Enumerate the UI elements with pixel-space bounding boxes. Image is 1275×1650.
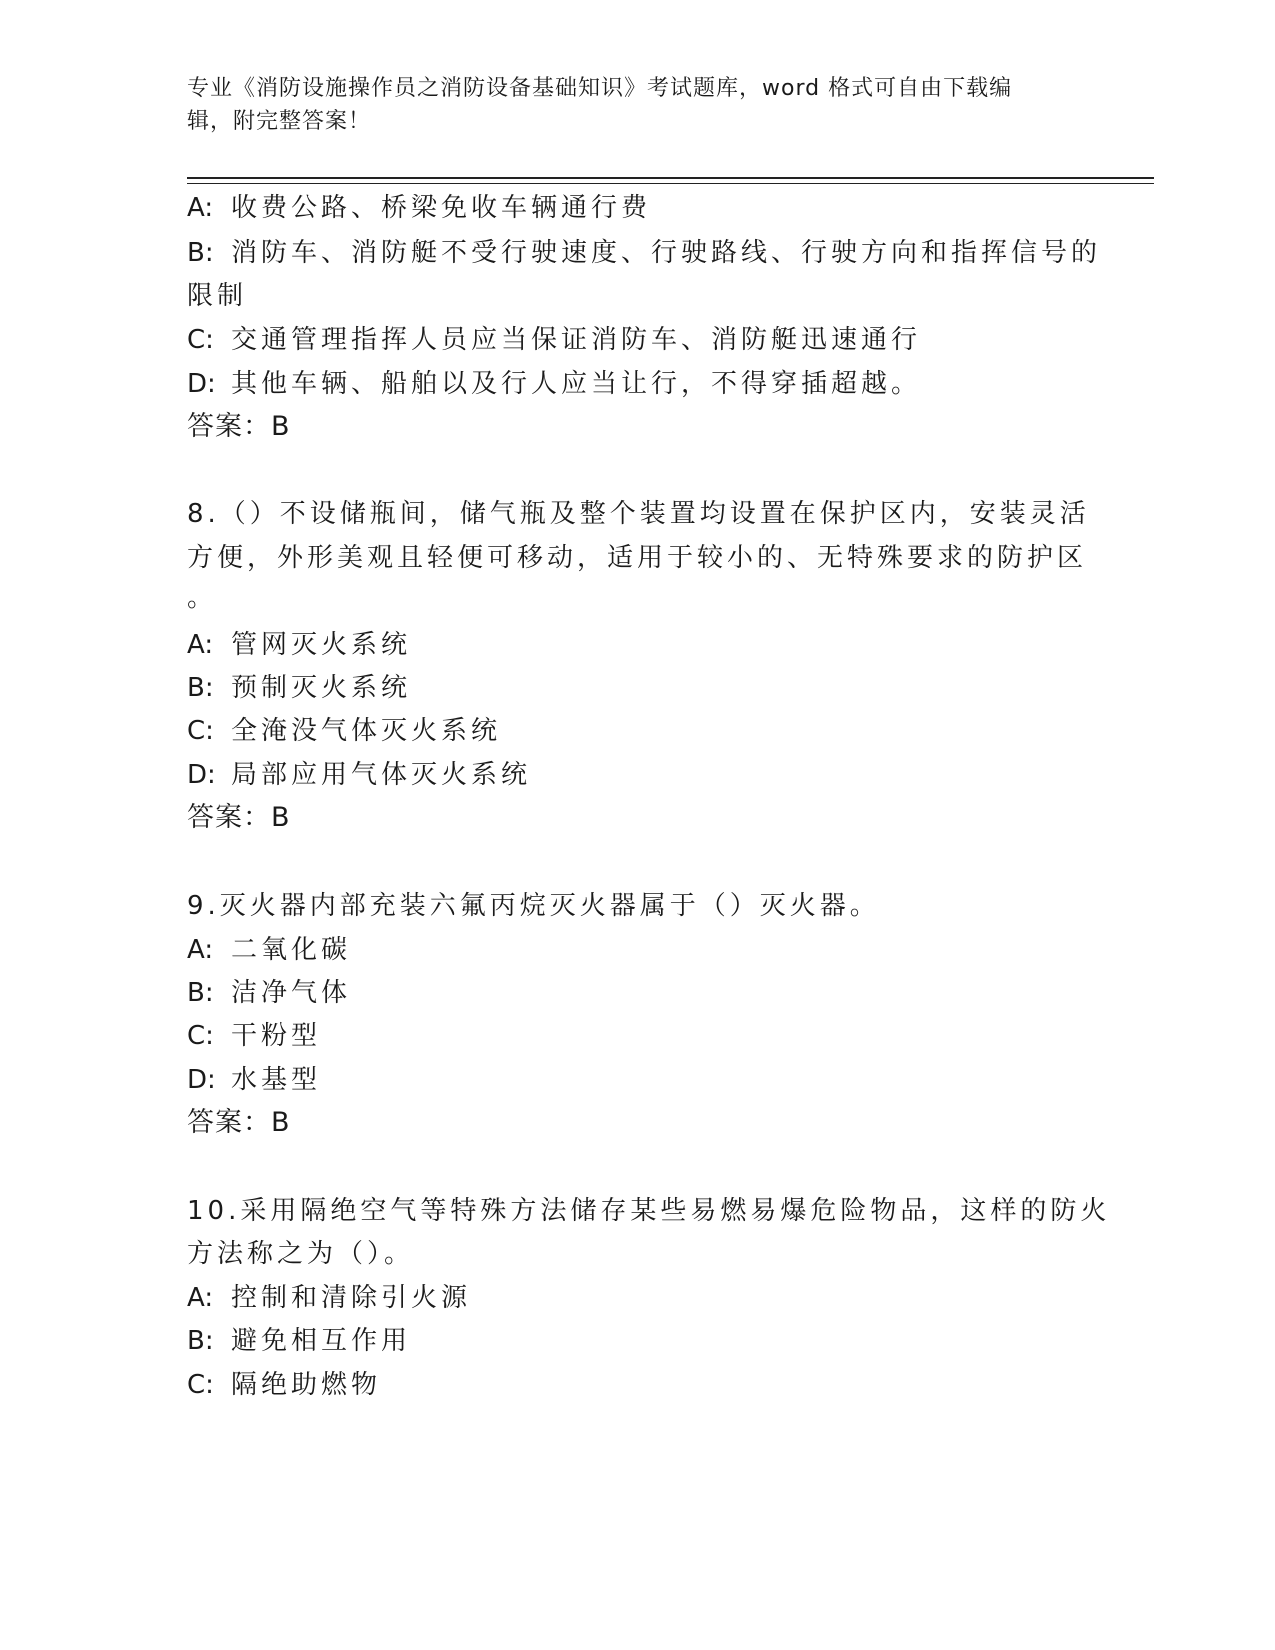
q8-option-a	[187, 628, 411, 662]
option-text: 隔绝助燃物	[231, 1370, 382, 1400]
option-text: 管网灭火系统	[231, 630, 412, 660]
q8-stem-line-3: 。	[187, 583, 218, 613]
option-label: C:	[187, 1370, 214, 1400]
option-label: A:	[187, 630, 214, 660]
q9-answer: 答案：B	[187, 1107, 291, 1138]
option-label: B:	[187, 978, 214, 1008]
header-rule-thin	[187, 183, 1154, 184]
option-text: 交通管理指挥人员应当保证消防车、消防艇迅速通行	[231, 325, 922, 355]
q9-stem: 9.灭火器内部充装六氟丙烷灭火器属于（）灭火器。	[187, 891, 880, 921]
option-label: B:	[187, 1326, 214, 1356]
q10-option-b	[187, 1324, 411, 1358]
option-label: D:	[187, 369, 216, 399]
option-text: 洁净气体	[231, 978, 352, 1008]
q7-option-b	[187, 236, 1101, 270]
option-text: 消防车、消防艇不受行驶速度、行驶路线、行驶方向和指挥信号的	[231, 238, 1102, 268]
option-label: C:	[187, 1021, 214, 1051]
option-text: 水基型	[231, 1065, 322, 1095]
option-text: 收费公路、桥梁免收车辆通行费	[231, 193, 652, 223]
document-header	[187, 72, 1067, 138]
q8-stem-line-1: 8.（）不设储瓶间，储气瓶及整个装置均设置在保护区内，安装灵活	[187, 499, 1090, 529]
q8-answer: 答案：B	[187, 802, 291, 833]
q7-option-a	[187, 191, 651, 225]
option-text: 干粉型	[231, 1021, 322, 1051]
option-label: C:	[187, 325, 214, 355]
option-label: A:	[187, 193, 214, 223]
option-text: 全淹没气体灭火系统	[231, 716, 502, 746]
option-label: D:	[187, 1065, 216, 1095]
q7-answer: 答案：B	[187, 411, 291, 442]
q10-stem-line-1: 10.采用隔绝空气等特殊方法储存某些易燃易爆危险物品，这样的防火	[187, 1196, 1111, 1226]
q8-option-d	[187, 758, 531, 792]
option-text: 其他车辆、船舶以及行人应当让行，不得穿插超越。	[231, 369, 922, 399]
option-label: B:	[187, 673, 214, 703]
q8-option-b	[187, 671, 411, 705]
option-text: 控制和清除引火源	[231, 1283, 472, 1313]
q8-stem-line-2: 方便，外形美观且轻便可移动，适用于较小的、无特殊要求的防护区	[187, 543, 1088, 573]
header-line-1: 专业《消防设施操作员之消防设备基础知识》考试题库，word 格式可自由下载编	[187, 76, 1013, 101]
option-label: A:	[187, 935, 214, 965]
option-label: C:	[187, 716, 214, 746]
q10-option-a	[187, 1281, 471, 1315]
header-rule-thick	[187, 177, 1154, 179]
option-text: 局部应用气体灭火系统	[231, 760, 532, 790]
q10-stem-line-2: 方法称之为（）。	[187, 1239, 415, 1269]
q7-option-b-continued: 限制	[187, 281, 248, 311]
q9-option-c	[187, 1019, 321, 1053]
option-text: 二氧化碳	[231, 935, 352, 965]
option-text: 避免相互作用	[231, 1326, 412, 1356]
option-label: D:	[187, 760, 216, 790]
q8-option-c	[187, 714, 501, 748]
q9-option-d	[187, 1063, 321, 1097]
q7-option-d	[187, 367, 921, 401]
q7-option-c	[187, 323, 921, 357]
q9-option-a	[187, 933, 351, 967]
option-label: B:	[187, 238, 214, 268]
header-line-2: 辑，附完整答案！	[187, 109, 372, 134]
option-label: A:	[187, 1283, 214, 1313]
option-text: 预制灭火系统	[231, 673, 412, 703]
q10-option-c	[187, 1368, 381, 1402]
q9-option-b	[187, 976, 351, 1010]
